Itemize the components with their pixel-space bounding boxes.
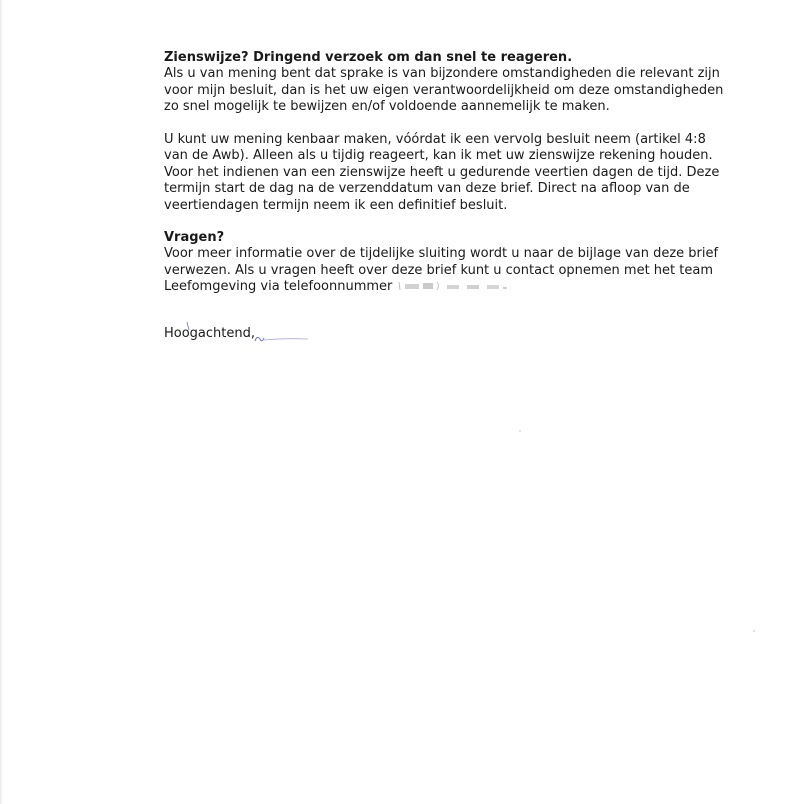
section-mening <box>164 132 754 215</box>
text-line: U kunt uw mening kenbaar maken, vóórdat ik een vervolg besluit neem (artikel 4:8 <box>164 131 706 147</box>
scan-speck <box>753 630 755 632</box>
heading-zienswijze: Zienswijze? Dringend verzoek om dan snel te reageren. <box>164 50 573 65</box>
redacted-phone-number <box>397 280 515 292</box>
text-line: Als u van mening bent dat sprake is van bijzondere omstandigheden die relevant zijn <box>164 66 720 81</box>
paragraph-vragen <box>164 246 754 296</box>
letter-body <box>164 50 754 296</box>
text-line: Voor meer informatie over de tijdelijke sluiting wordt u naar de bijlage van deze brief <box>164 246 719 261</box>
heading-vragen: Vragen? <box>164 230 225 245</box>
text-line: Voor het indienen van een zienswijze heeft u gedurende veertien dagen de tijd. Deze <box>164 164 720 180</box>
scan-edge-shadow <box>0 0 3 804</box>
text-line: verwezen. Als u vragen heeft over deze brief kunt u contact opnemen met het team <box>164 262 714 278</box>
text-line: termijn start de dag na de verzenddatum van deze brief. Direct na afloop van de <box>164 181 690 196</box>
text-line: voor mijn besluit, dan is het uw eigen verantwoordelijkheid om deze omstandigheden <box>164 82 724 98</box>
section-zienswijze <box>164 50 754 116</box>
text-line: zo snel mogelijk te bewijzen en/of voldoende aannemelijk te maken. <box>164 99 610 114</box>
handwritten-signature <box>183 320 313 350</box>
text-line-phone <box>164 279 754 296</box>
paragraph-spacer <box>164 214 754 230</box>
section-vragen <box>164 230 754 296</box>
paragraph-zienswijze <box>164 66 754 116</box>
paragraph-mening <box>164 132 754 215</box>
closing-salutation: Hoogachtend, <box>164 326 256 341</box>
scan-speck <box>519 430 521 432</box>
phone-label: Leefomgeving via telefoonnummer <box>164 279 393 294</box>
paragraph-spacer <box>164 116 754 132</box>
text-line: veertiendagen termijn neem ik een definitief besluit. <box>164 197 508 213</box>
text-line: van de Awb). Alleen als u tijdig reageert, kan ik met uw zienswijze rekening houden. <box>164 148 713 163</box>
